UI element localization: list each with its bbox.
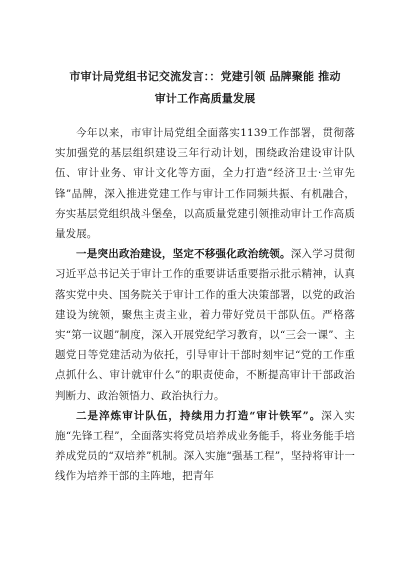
paragraph-text: 深入学习贯彻习近平总书记关于审计工作的重要讲话重要指示批示精神，认真落实党中央、国务院关于审计工作的重大决策部署，以党的政治建设为统领，聚焦主责主业，着力带好党员干部队伍。严格落实“第一议题”制度，深入开展党纪学习教育，以“三会一课”、主题党日等党建活动为依托，引导审计干部时刻牢记“党的工作重点抓什么、审计就审什么”的职责使命，不断提高审计干部政治判断力、政治领悟力、政治执行力。 [55, 248, 355, 402]
title-line-1: 市审计局党组书记交流发言：：党建引领 品牌聚能 推动 [69, 70, 341, 83]
title-line-2: 审计工作高质量发展 [154, 92, 256, 105]
paragraph-text: 深入实施“先锋工程”，全面落实将党员培养成业务能手，将业务能手培养成党员的“双培养”机制。深入实施“强基工程”，坚持将审计一线作为培养干部的主阵地，把青年 [55, 409, 355, 483]
paragraph-intro [55, 123, 355, 244]
document-title [55, 66, 355, 110]
paragraph-lead: 二是淬炼审计队伍，持续用力打造“审计铁军”。 [76, 409, 322, 422]
paragraph-audit-team [55, 406, 355, 487]
paragraph-text: 今年以来，市审计局党组全面落实1139工作部署，贯彻落实加强党的基层组织建设三年行动计划，围绕政治建设审计队伍、审计业务、审计文化等方面，全力打造“经济卫士·兰审先锋”品牌，深入推进党建工作与审计工作同频共振、有机融合，夯实基层党组织战斗堡垒，以高质量党建引领推动审计工作高质量发展。 [55, 127, 355, 241]
paragraph-lead: 一是突出政治建设，坚定不移强化政治统领。 [76, 248, 291, 261]
paragraph-political-building [55, 244, 355, 406]
